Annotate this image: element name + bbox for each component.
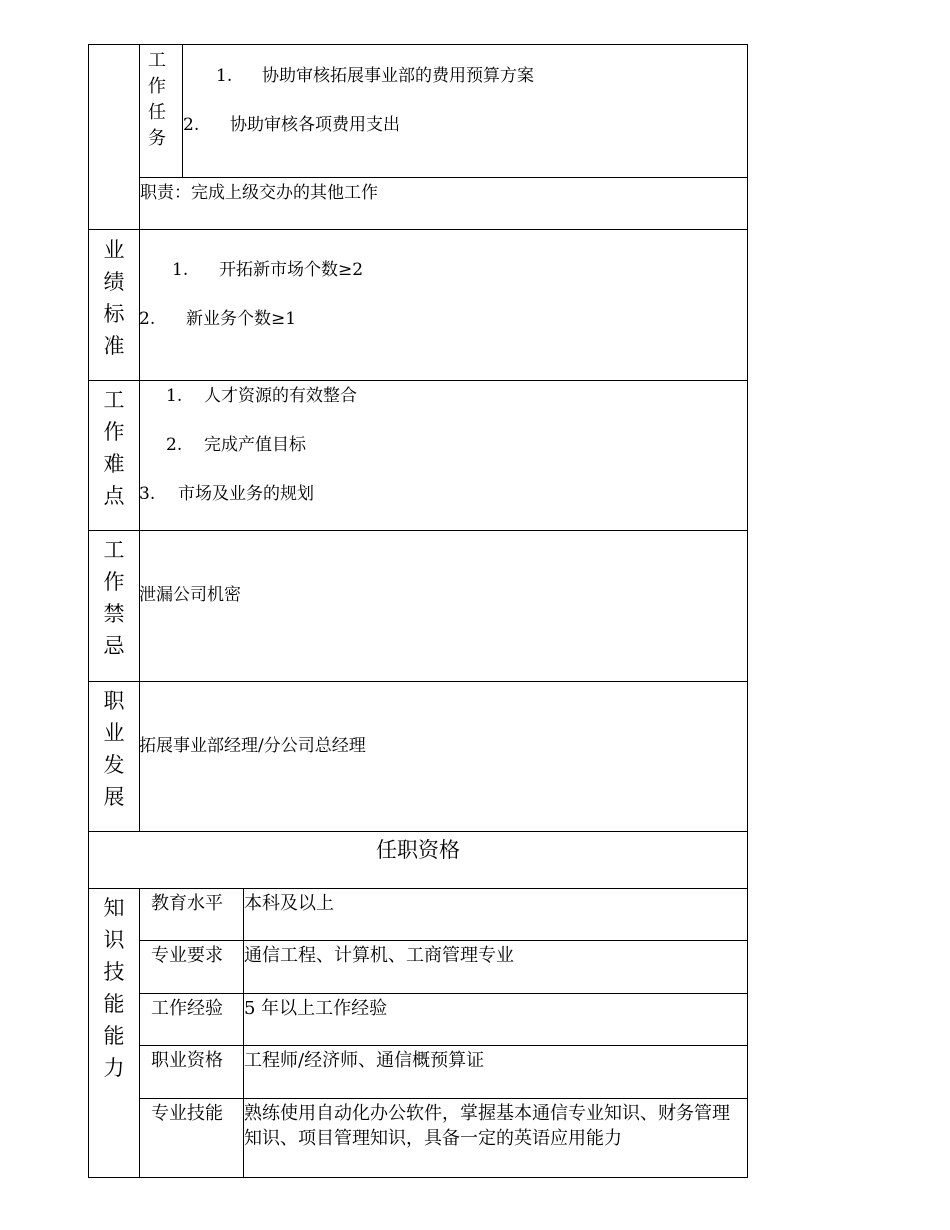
difficulty-text: 完成产值目标 <box>204 435 306 455</box>
qualification-key: 教育水平 <box>151 893 223 914</box>
table-line <box>88 831 748 832</box>
qualification-value: 本科及以上 <box>244 893 334 914</box>
task-number: 1. <box>216 66 233 86</box>
table-line <box>88 888 748 889</box>
difficulty-number: 3. <box>139 484 156 504</box>
table-line <box>88 1177 748 1178</box>
qualification-value: 5 年以上工作经验 <box>244 998 388 1019</box>
table-line <box>88 681 748 682</box>
table-line <box>139 1045 748 1046</box>
task-number: 2. <box>183 115 200 135</box>
difficulty-number: 1. <box>166 386 183 406</box>
qualifications-header: 任职资格 <box>376 838 460 862</box>
performance-number: 2. <box>139 309 156 329</box>
difficulty-text: 市场及业务的规划 <box>178 484 314 504</box>
performance-text: 开拓新市场个数≥2 <box>219 260 364 280</box>
performance-label: 业绩标准 <box>103 238 125 358</box>
table-line <box>88 530 748 531</box>
table-line <box>88 44 89 1178</box>
qualification-key: 专业要求 <box>151 945 223 966</box>
qualification-value: 熟练使用自动化办公软件，掌握基本通信专业知识、财务管理知识、项目管理知识，具备一定的英语应用能力 <box>244 1103 730 1149</box>
taboos-label: 工作禁忌 <box>103 538 125 658</box>
task-text: 协助审核拓展事业部的费用预算方案 <box>262 66 534 86</box>
taboos-text: 泄漏公司机密 <box>139 585 241 605</box>
difficulties-label: 工作难点 <box>103 388 125 508</box>
performance-number: 1. <box>172 260 189 280</box>
table-line <box>747 44 748 1178</box>
table-line <box>88 229 748 230</box>
table-line <box>139 993 748 994</box>
task-text: 协助审核各项费用支出 <box>230 115 400 135</box>
qualifications-group-label: 知识技能能力 <box>103 896 125 1080</box>
career-label: 职业发展 <box>103 689 125 809</box>
table-line <box>182 44 183 178</box>
table-line <box>88 380 748 381</box>
performance-text: 新业务个数≥1 <box>186 309 297 329</box>
table-line <box>139 1098 748 1099</box>
table-line <box>139 888 140 1178</box>
qualification-key: 职业资格 <box>151 1050 223 1071</box>
task-label: 工作任务 <box>148 50 166 149</box>
table-line <box>139 44 140 832</box>
qualification-key: 工作经验 <box>151 998 223 1019</box>
table-line <box>139 940 748 941</box>
duty-line: 职责：完成上级交办的其他工作 <box>140 183 378 203</box>
table-line <box>88 44 748 45</box>
table-line <box>139 177 748 178</box>
qualification-value: 通信工程、计算机、工商管理专业 <box>244 945 514 966</box>
difficulty-number: 2. <box>166 435 183 455</box>
difficulty-text: 人才资源的有效整合 <box>204 386 357 406</box>
qualification-value: 工程师/经济师、通信概预算证 <box>244 1050 485 1071</box>
qualification-key: 专业技能 <box>151 1103 223 1124</box>
career-text: 拓展事业部经理/分公司总经理 <box>139 736 366 756</box>
